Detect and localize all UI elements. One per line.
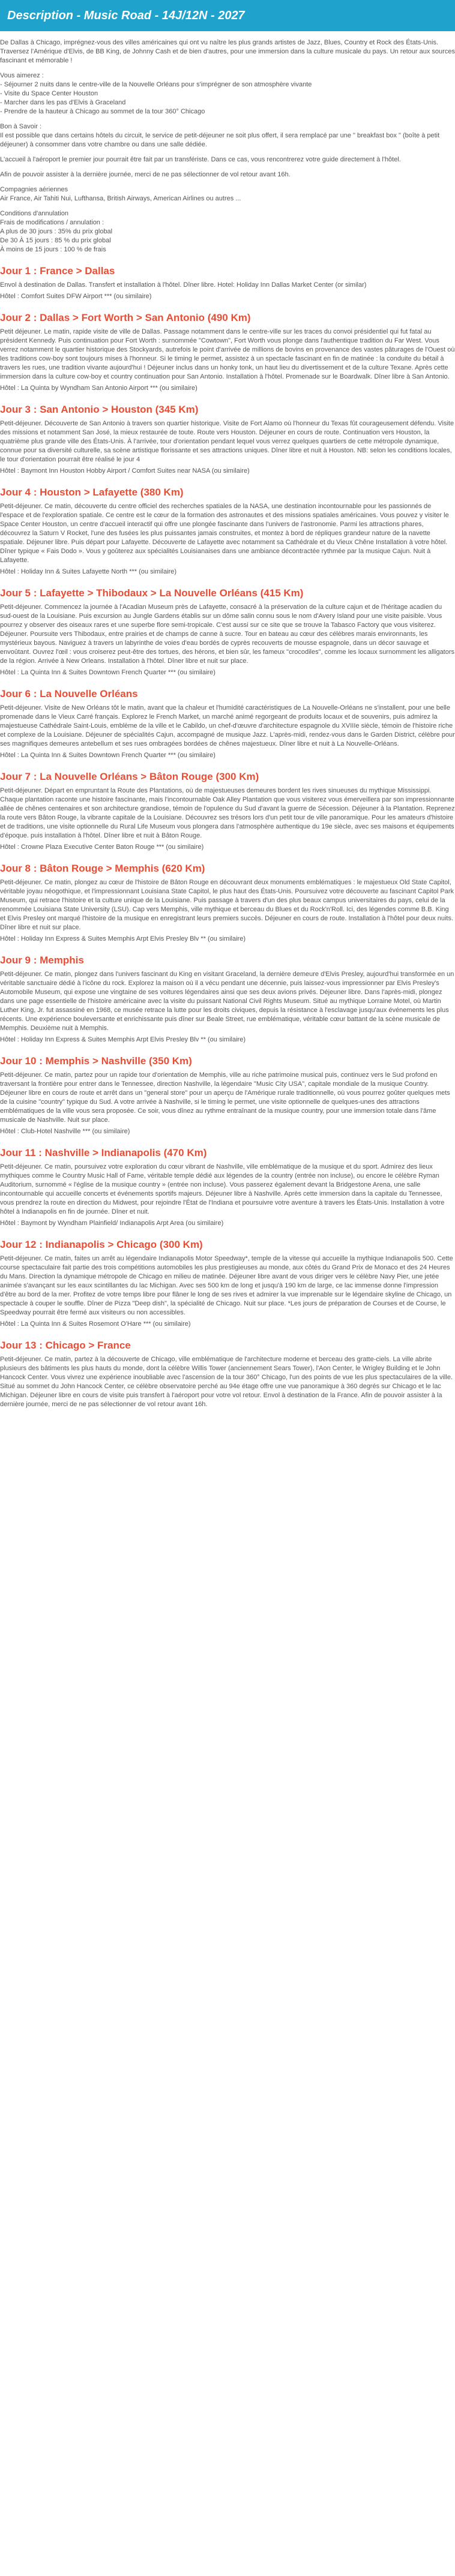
day-text: Petit-déjeuner. Ce matin, poursuivez votre exploration du cœur vibrant de Nashville, ville emblématique de la musique et du sport. Admirez des lieux mythiques comme le Country Music Hall of Fame, véritable temple dédié aux légendes de la country (entrée non incluse), ou encore le célèbre Ryman Auditorium, surnommé « l'église de la musique country » (entrée non incluse). Vous passerez également devant la Bridgestone Arena, une salle incontournable qui accueille concerts et événements sportifs majeurs. Déjeuner libre à Nashville. Après cette immersion dans la capitale du Tennessee, vous prendrez la route en direction du Midwest, pour rejoindre l'État de l'Indiana et poursuivre votre aventure à travers les États-Unis. Installation à votre hôtel à Indianapolis en fin de journée. Dîner et nuit. [0, 1163, 445, 1215]
day-hotel: Hôtel : La Quinta Inn & Suites Downtown French Quarter *** (ou similaire) [0, 752, 215, 759]
day-text: Petit-déjeuner. Ce matin, partez à la découverte de Chicago, ville emblématique de l'architecture moderne et berceau des gratte-ciels. La ville abrite plusieurs des bâtiments les plus hauts du monde, dont la célèbre Willis Tower (anciennement Sears Tower), l'Aon Center, le Wrigley Building et le John Hancock Center. Vous vivrez une expérience inoubliable avec l'ascension de la tour 360° Chicago, l'un des points de vue les plus spectaculaires de la ville. Situé au sommet du John Hancock Center, ce célèbre observatoire perché au 94e étage offre une vue panoramique à 360 degrés sur Chicago et le lac Michigan. Déjeuner libre en cours de visite puis transfert à l'aéroport pour votre vol retour. Envol à destination de la France. Afin de pouvoir assister à la dernière journée, merci de ne pas sélectionner de vol retour avant 16h. [0, 1356, 453, 1408]
bon-savoir-title: Bon à Savoir : [0, 123, 42, 130]
day-section [0, 688, 455, 760]
day-section [0, 587, 455, 677]
day-title: Jour 3 : San Antonio > Houston (345 Km) [0, 404, 199, 415]
conditions-block [0, 209, 455, 254]
page-title: Description - Music Road - 14J/12N - 2027 [7, 8, 245, 22]
highlights-title: Vous aimerez : [0, 72, 44, 79]
day-text: Envol à destination de Dallas. Transfert et installation à l'hôtel. Dîner libre. Hotel: Holiday Inn Dallas Market Center (or similar) [0, 281, 367, 289]
day-hotel: Hôtel : Crowne Plaza Executive Center Baton Rouge *** (ou similaire) [0, 843, 204, 851]
day-text: Petit-déjeuner. Ce matin, faites un arrêt au légendaire Indianapolis Motor Speedway*, temple de la vitesse qui accueille la mythique Indianapolis 500. Cette course spectaculaire fait partie des trois compétitions automobiles les plus prestigieuses au monde, aux côtés du Grand Prix de Monaco et des 24 Heures du Mans. Direction la dynamique métropole de Chicago en milieu de matinée. Déjeuner libre avant de vous diriger vers le célèbre Navy Pier, une jetée animée s'avançant sur les eaux scintillantes du lac Michigan. Avec ses 500 km de long et jusqu'à 190 km de large, ce lac immense donne l'impression d'être au bord de la mer. Profitez de votre temps libre pour flâner le long de ses rives et admirer la vue imprenable sur le légendaire skyline de Chicago, un spectacle à couper le souffle. Dîner de Pizza "Deep dish", la spécialité de Chicago. Nuit sur place. *Les jours de préparation de Courses et de Course, le Speedway pourrait être fermé aux visiteurs ou non accessibles. [0, 1255, 453, 1316]
day-title: Jour 10 : Memphis > Nashville (350 Km) [0, 1055, 192, 1067]
day-hotel: Hôtel : La Quinta by Wyndham San Antonio Airport *** (ou similaire) [0, 385, 197, 392]
day-text: Petit déjeuner. Le matin, rapide visite de ville de Dallas. Passage notamment dans le centre-ville sur les traces du convoi présidentiel qui fut fatal au président Kennedy. Puis continuation pour Fort Worth : surnommée "Cowtown", Fort Worth vous plonge dans l'authentique tradition du Far West. Vous verrez notamment le quartier historique des Stockyards, autrefois le point d'arrivée de millions de bovins en provenance des vastes pâturages de l'Ouest où les traditions cow-boy sont toujours mises à l'honneur. Si le timing le permet, assistez à un spectacle fascinant en fin de matinée : la conduite du bétail à travers les rues, une tradition vivante aujourd'hui ! Déjeuner inclus dans un honky tonk, un haut lieu du divertissement et de la culture Texane. Après cette immersion dans la culture cow-boy et country continuation pour San Antonio. Installation à l'hôtel. Promenade sur le Boardwalk. Dîner libre à San Antonio. [0, 328, 455, 380]
bon-savoir-block [0, 122, 455, 149]
day-hotel: Hôtel : Baymont Inn Houston Hobby Airport / Comfort Suites near NASA (ou similaire) [0, 467, 250, 475]
highlights-block [0, 71, 455, 116]
conditions-item: Frais de modifications / annulation : [0, 219, 104, 226]
day-hotel: Hôtel : Baymont by Wyndham Plainfield/ Indianapolis Arpt Area (ou similaire) [0, 1220, 224, 1227]
day-hotel: Hôtel : Holiday Inn Express & Suites Memphis Arpt Elvis Presley Blv ** (ou similaire) [0, 1036, 246, 1043]
day-hotel: Hôtel : Holiday Inn & Suites Lafayette North *** (ou similaire) [0, 568, 177, 575]
return-flight-note: Afin de pouvoir assister à la dernière journée, merci de ne pas sélectionner de vol retour avant 16h. [0, 171, 291, 178]
day-section [0, 1055, 455, 1136]
main-content [0, 31, 455, 1409]
day-text: Petit-déjeuner. Départ en empruntant la Route des Plantations, où de majestueuses demeures bordent les rives sinueuses du mythique Mississippi. Chaque plantation raconte une histoire fascinante, mais l'incontournable Oak Alley Plantation que vous visiterez vous émerveillera par son impressionnante allée de chênes centenaires et son architecture grandiose, témoin de l'opulence du Sud d'avant la guerre de Sécession. Déjeuner à la Plantation. Reprenez la route vers Bâton Rouge, la vibrante capitale de la Louisiane. Découvrez ses trésors lors d'un petit tour de ville panoramique. Pour les amateurs d'histoire et de traditions, une visite optionnelle du Rural Life Museum vous plongera dans l'atmosphère authentique du 19e siècle, avec ses maisons et équipements d'époque. puis installation à l'hôtel. Dîner libre et nuit à Bâton Rouge. [0, 787, 455, 839]
day-title: Jour 7 : La Nouvelle Orléans > Bâton Rouge (300 Km) [0, 771, 259, 782]
day-title: Jour 2 : Dallas > Fort Worth > San Antonio (490 Km) [0, 312, 251, 323]
day-hotel: Hôtel : Comfort Suites DFW Airport *** (ou similaire) [0, 293, 152, 300]
day-text: Petit-déjeuner. Commencez la journée à l'Acadian Museum près de Lafayette, consacré à la préservation de la culture cajun et de l'héritage acadien du sud-ouest de la Louisiane. Puis excursion au Jungle Gardens établis sur un dôme salin connu sous le nom d'Avery Island pour une visite paisible. Vous pourrez y observer des oiseaux rares et une superbe flore semi-tropicale. C'est aussi sur ce site que se trouve la Tabasco Factory que vous visiterez. Déjeuner. Poursuite vers Thibodaux, entre prairies et de champs de canne à sucre. Tour en bateau au cœur des célèbres marais environnants, les mystérieux bayous. Naviguez à travers un labyrinthe de voies d'eau bordés de cyprès recouverts de mousse espagnole, dans un décor sauvage et envoûtant. Ouvrez l'œil : vous croiserez peut-être des tortues, des hérons, et bien sûr, les fameux "crocodiles", comme les locaux surnomment les alligators de la région. Arrivée à New Orleans. Installation à l'hôtel. Dîner libre et nuit sur place. [0, 604, 455, 665]
day-section [0, 954, 455, 1044]
day-section [0, 771, 455, 852]
day-hotel: Hôtel : Club-Hotel Nashville *** (ou similaire) [0, 1128, 130, 1135]
day-title: Jour 1 : France > Dallas [0, 265, 115, 277]
accueil-note: L'accueil à l'aéroport le premier jour pourrait être fait par un transfériste. Dans ce cas, vous rencontrerez votre guide directement à l'hôtel. [0, 156, 401, 163]
day-title: Jour 11 : Nashville > Indianapolis (470 Km) [0, 1147, 207, 1158]
day-section [0, 1147, 455, 1228]
title-band [0, 0, 455, 31]
highlight-item: - Séjourner 2 nuits dans le centre-ville de la Nouvelle Orléans pour s'imprégner de son atmosphère vivante [0, 81, 312, 88]
day-text: Petit-déjeuner. Ce matin, partez pour un rapide tour d'orientation de Memphis, ville au riche patrimoine musical puis, continuez vers le Sud profond en traversant la frontière pour entrer dans le Tennessee, direction Nashville, la légendaire "Music City USA", capitale mondiale de la musique Country. Déjeuner libre en cours de route et arrêt dans un "general store" pour un aperçu de l'Amérique rurale traditionnelle, où vous pourrez goûter quelques mets de la cuisine "country" typique du Sud. A votre arrivée à Nashville, si le timing le permet, une visite optionnelle de quelques-unes des attractions emblématiques de la ville vous sera proposée. Ce soir, vous dînez au rythme entraînant de la musique country, pour une immersion totale dans l'âme musicale de Nashville. Nuit sur place. [0, 1071, 450, 1124]
highlight-item: - Marcher dans les pas d'Elvis à Graceland [0, 99, 126, 106]
day-title: Jour 4 : Houston > Lafayette (380 Km) [0, 487, 184, 498]
day-title: Jour 12 : Indianapolis > Chicago (300 Km) [0, 1239, 203, 1250]
day-text: Petit-déjeuner. Découverte de San Antonio à travers son quartier historique. Visite de Fort Alamo où l'honneur du Texas fût courageusement défendu. Visite des missions et notamment San José, la mieux restaurée de toute. Route vers Houston. Déjeuner en cours de route. Continuation vers Houston, la quatrième plus grande ville des États-Unis. À l'arrivée, tour d'orientation pendant lequel vous verrez quelques quartiers de cette métropole dynamique, connue pour sa diversité culturelle, sa scène artistique florissante et ses attractions uniques. Dîner libre et nuit à Houston. NB: selon les conditions locales, le tour d'orientation pourrait être réalisé le jour 4 [0, 420, 454, 463]
day-hotel: Hôtel : La Quinta Inn & Suites Rosemont O'Hare *** (ou similaire) [0, 1320, 191, 1328]
conditions-title: Conditions d'annulation [0, 210, 69, 217]
day-title: Jour 6 : La Nouvelle Orléans [0, 688, 138, 699]
day-section [0, 863, 455, 944]
day-section [0, 487, 455, 577]
day-text: Petit-déjeuner. Ce matin, découverte du centre officiel des recherches spatiales de la NASA, une destination incontournable pour les passionnés de l'espace et de l'exploration spatiale. Ce centre est le cœur de la formation des astronautes et des missions spatiales américaines. Vous pouvez y visiter le Space Center Houston, un centre d'accueil interactif qui offre une plongée fascinante dans l'univers de l'astronomie. Parmi les attractions phares, découvrez la Saturn V Rocket, l'une des fusées les plus puissantes jamais construites, et montez à bord de répliques grandeur nature de la navette spatiale. Déjeuner libre. Puis départ pour Lafayette. Découverte de Lafayette avec notamment sa Cathédrale et du Vieux Chêne Installation à votre hôtel. Dîner typique « Fais Dodo ». Vous y goûterez aux spécialités Louisianaises dans une ambiance décontractée rythmée par la musique Cajun. Nuit à Lafayette. [0, 503, 449, 564]
airlines-text: Air France, Air Tahiti Nui, Lufthansa, British Airways, American Airlines ou autres ... [0, 195, 241, 202]
conditions-item: À moins de 15 jours : 100 % de frais [0, 246, 106, 253]
day-hotel: Hôtel : La Quinta Inn & Suites Downtown French Quarter *** (ou similaire) [0, 669, 215, 676]
conditions-item: De 30 À 15 jours : 85 % du prix global [0, 237, 111, 244]
intro-lead: De Dallas à Chicago, imprégnez-vous des villes américaines qui ont vu naître les plus grands artistes de Jazz, Blues, Country et Rock des États-Unis. Traversez l'Amérique d'Elvis, de BB King, de Johnny Cash et de bien d'autres, pour une immersion dans la culture musicale du pays. Un retour aux sources fascinant et mémorable ! [0, 39, 455, 64]
day-section [0, 312, 455, 393]
day-section [0, 265, 455, 301]
day-text: Petit-déjeuner. Ce matin, plongez au cœur de l'histoire de Bâton Rouge en découvrant deux monuments emblématiques : le majestueux Old State Capitol, véritable joyau néogothique, et l'impressionnant Louisiana State Capitol, le plus haut des États-Unis. Poursuivez votre découverte au fascinant Capitol Park Museum, qui retrace l'histoire et la culture unique de la Louisiane. Puis passage à travers d'un des plus beaux campus universitaires du pays, celui de la renommée Louisiana State University (LSU). Cap vers Memphis, ville mythique et berceau du Blues et du Rock'n'Roll. Ici, des légendes comme B.B. King et Elvis Presley ont marqué l'histoire de la musique en enregistrant leurs premiers succès. Déjeuner en cours de route. Installation à l'hôtel pour deux nuits. Dîner libre et nuit sur place. [0, 879, 454, 931]
day-title: Jour 8 : Bâton Rouge > Memphis (620 Km) [0, 863, 205, 874]
highlight-item: - Prendre de la hauteur à Chicago au sommet de la tour 360° Chicago [0, 108, 205, 115]
day-title: Jour 5 : Lafayette > Thibodaux > La Nouvelle Orléans (415 Km) [0, 587, 304, 599]
day-hotel: Hôtel : Holiday Inn Express & Suites Memphis Arpt Elvis Presley Blv ** (ou similaire) [0, 935, 246, 942]
highlight-item: - Visite du Space Center Houston [0, 90, 98, 97]
day-text: Petit-déjeuner. Ce matin, plongez dans l'univers fascinant du King en visitant Graceland, la dernière demeure d'Elvis Presley, aujourd'hui transformée en un véritable sanctuaire dédié à l'icône du rock. Explorez la maison où il a vécu pendant une décennie, puis laissez-vous impressionner par Elvis Presley's Automobile Museum, qui expose une vingtaine de ses voitures légendaires ainsi que ses deux avions privés. Déjeuner libre. Dans l'après-midi, plongez dans une page essentielle de l'histoire américaine avec la visite du puissant National Civil Rights Museum. Situé au mythique Lorraine Motel, où Martin Luther King, Jr. fut assassiné en 1968, ce musée retrace la lutte pour les droits civiques, depuis la résistance à l'esclavage jusqu'aux événements les plus récents. Une expérience bouleversante et enrichissante puis dîner sur Beale Street, rue emblématique, véritable cœur battant de la scène musicale de Memphis. Deuxième nuit à Memphis. [0, 971, 454, 1032]
day-title: Jour 9 : Memphis [0, 954, 84, 966]
conditions-item: A plus de 30 jours : 35% du prix global [0, 228, 113, 235]
day-text: Petit-déjeuner. Visite de New Orléans tôt le matin, avant que la chaleur et l'humidité caractéristiques de La Nouvelle-Orléans ne s'installent, pour une belle promenade dans le Vieux Carré français. Explorez le French Market, un marché animé regorgeant de produits locaux et de souvenirs, puis admirez la majestueuse Cathédrale Saint-Louis, emblème de la ville et le Cabildo, un chef-d'œuvre d'architecture espagnole du XVIIIe siècle, témoin de l'histoire riche et complexe de la Louisiane. Déjeuner de spécialités Cajun, accompagné de musique Jazz. L'après-midi, rendez-vous dans le Garden District, célèbre pour ses magnifiques demeures antebellum et ses rues ombragées bordées de chênes majestueux. Dîner libre et nuit à La Nouvelle-Orléans. [0, 704, 455, 747]
bon-savoir-text: Il est possible que dans certains hôtels du circuit, le service de petit-déjeuner ne soit plus offert, il sera remplacé par une " breakfast box " (boîte à petit déjeuner) à consommer dans votre chambre ou dans une salle dédiée. [0, 132, 440, 148]
airlines-title: Compagnies aériennes [0, 186, 68, 193]
day-section [0, 1239, 455, 1329]
day-section [0, 1340, 455, 1409]
day-title: Jour 13 : Chicago > France [0, 1340, 131, 1351]
day-section [0, 404, 455, 476]
airlines-block [0, 185, 455, 203]
